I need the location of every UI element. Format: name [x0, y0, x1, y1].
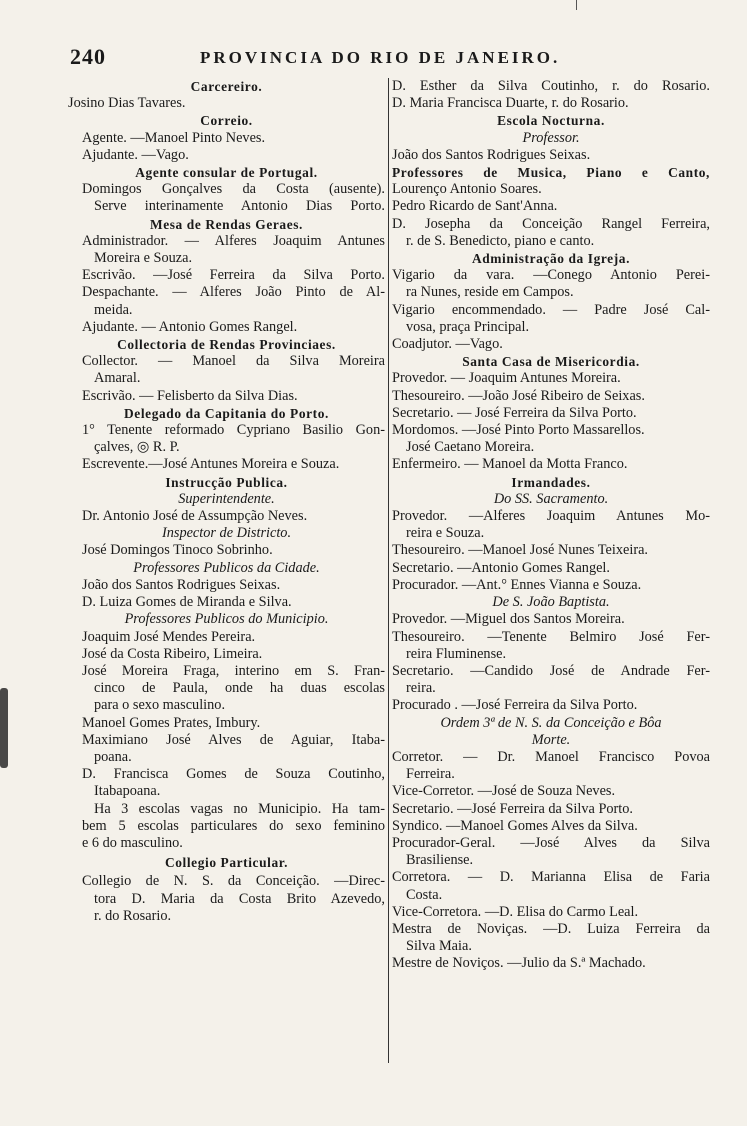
- section-heading: Collegio Particular.: [164, 855, 289, 871]
- text-line: José Caetano Moreira.: [406, 439, 535, 456]
- section-heading: Collectoria de Rendas Provinciaes.: [117, 337, 336, 353]
- text-line: ra Nunes, reside em Campos.: [406, 284, 574, 301]
- text-line: Brasiliense.: [406, 852, 474, 869]
- text-line: Ferreira.: [406, 766, 455, 783]
- text-line: Superintendente.: [178, 490, 275, 507]
- text-line: Professores Publicos do Municipio.: [124, 611, 329, 628]
- text-line: Manoel Gomes Prates, Imbury.: [82, 714, 261, 731]
- text-line: Dr. Antonio José de Assumpção Neves.: [82, 508, 308, 525]
- text-line: Ajudante. — Antonio Gomes Rangel.: [82, 318, 298, 335]
- text-line: Thesoureiro. —Tenente Belmiro José Fer-: [392, 628, 710, 645]
- text-line: Ajudante. —Vago.: [82, 146, 189, 163]
- text-line: e 6 do masculino.: [82, 834, 183, 851]
- text-line: Coadjutor. —Vago.: [392, 336, 503, 353]
- text-line: D. Esther da Silva Coutinho, r. do Rosario.: [392, 78, 710, 94]
- text-line: Provedor. —Miguel dos Santos Moreira.: [392, 611, 625, 628]
- text-line: Amaral.: [94, 370, 141, 387]
- text-line: Vice-Corretora. —D. Elisa do Carmo Leal.: [392, 903, 639, 920]
- text-line: Professor.: [522, 129, 580, 146]
- text-line: Lourenço Antonio Soares.: [392, 181, 542, 198]
- text-line: Corretora. — D. Marianna Elisa de Faria: [392, 869, 710, 886]
- text-line: Joaquim José Mendes Pereira.: [82, 628, 256, 645]
- text-line: Provedor. — Joaquim Antunes Moreira.: [392, 370, 621, 387]
- text-line: reira Fluminense.: [406, 645, 507, 662]
- section-heading: Agente consular de Portugal.: [135, 165, 318, 181]
- text-line: D. Josepha da Conceição Rangel Ferreira,: [392, 215, 710, 232]
- text-line: Thesoureiro. —João José Ribeiro de Seixas.: [392, 387, 645, 404]
- column-divider: [388, 78, 389, 1063]
- section-heading: Carcereiro.: [190, 79, 263, 94]
- text-line: José Moreira Fraga, interino em S. Fran-: [82, 662, 385, 679]
- text-line: Corretor. — Dr. Manoel Francisco Povoa: [392, 748, 710, 765]
- text-line: Despachante. — Alferes João Pinto de Al-: [82, 284, 385, 301]
- text-line: Secretario. —Candido José de Andrade Fer-: [392, 662, 710, 679]
- right-column: [392, 78, 710, 973]
- text-line: Collector. — Manoel da Silva Moreira: [82, 353, 385, 370]
- text-line: Procurado . —José Ferreira da Silva Porto.: [392, 697, 638, 714]
- text-line: Morte.: [531, 731, 571, 748]
- ink-tick-mark: [576, 0, 577, 10]
- text-line: Pedro Ricardo de Sant'Anna.: [392, 198, 558, 215]
- section-heading: Instrucção Publica.: [165, 474, 288, 490]
- text-line: para o sexo masculino.: [94, 697, 226, 714]
- text-line: Ordem 3ª de N. S. da Conceição e Bôa: [440, 714, 662, 731]
- binding-stain-mark: [0, 688, 8, 768]
- text-line: Syndico. —Manoel Gomes Alves da Silva.: [392, 817, 638, 834]
- text-line: Escrevente.—José Antunes Moreira e Souza.: [82, 456, 340, 473]
- text-line: Ha 3 escolas vagas no Municipio. Ha tam-: [94, 800, 385, 817]
- text-line: Mordomos. —José Pinto Porto Massarellos.: [392, 422, 645, 439]
- text-line: D. Maria Francisca Duarte, r. do Rosario.: [392, 95, 629, 112]
- text-line: vosa, praça Principal.: [406, 318, 530, 335]
- text-line: João dos Santos Rodrigues Seixas.: [392, 146, 591, 163]
- text-line: D. Francisca Gomes de Souza Coutinho,: [82, 766, 385, 783]
- text-line: Inspector de Districto.: [161, 525, 292, 542]
- text-line: Thesoureiro. —Manoel José Nunes Teixeira.: [392, 542, 649, 559]
- text-line: José Domingos Tinoco Sobrinho.: [82, 542, 273, 559]
- text-line: Secretario. —Antonio Gomes Rangel.: [392, 559, 610, 576]
- section-heading: Santa Casa de Misericordia.: [462, 354, 640, 370]
- text-line: çalves, ◎ R. P.: [94, 439, 180, 456]
- section-heading: Mesa de Rendas Geraes.: [149, 216, 304, 232]
- text-line: Enfermeiro. — Manoel da Motta Franco.: [392, 456, 628, 473]
- text-line: Serve interinamente Antonio Dias Porto.: [94, 198, 385, 215]
- text-line: r. do Rosario.: [94, 907, 172, 924]
- text-line: Collegio de N. S. da Conceição. —Direc-: [82, 873, 385, 890]
- text-line: Escrivão. — Felisberto da Silva Dias.: [82, 387, 298, 404]
- text-line: 1° Tenente reformado Cypriano Basilio Gon-: [82, 422, 385, 439]
- section-heading: Delegado da Capitania do Porto.: [124, 405, 329, 421]
- section-heading: Escola Nocturna.: [497, 113, 605, 129]
- text-line: Agente. —Manoel Pinto Neves.: [82, 129, 266, 146]
- text-line: bem 5 escolas particulares do sexo feminino: [82, 817, 385, 834]
- text-line: Professores Publicos da Cidade.: [133, 559, 320, 576]
- page-header: [70, 44, 710, 72]
- page-number: 240: [70, 44, 106, 69]
- left-column: [68, 78, 385, 925]
- text-line: reira.: [406, 680, 436, 697]
- text-line: cinco de Paula, onde ha duas escolas: [94, 680, 385, 697]
- text-line: Mestra de Noviças. —D. Luiza Ferreira da: [392, 920, 710, 937]
- text-line: Vice-Corretor. —José de Souza Neves.: [392, 783, 616, 800]
- text-line: poana.: [94, 748, 132, 765]
- text-line: reira e Souza.: [406, 525, 485, 542]
- text-line: De S. João Baptista.: [492, 594, 610, 611]
- text-line: José da Costa Ribeiro, Limeira.: [82, 645, 263, 662]
- text-line: Secretario. — José Ferreira da Silva Porto.: [392, 404, 637, 421]
- text-line: Domingos Gonçalves da Costa (ausente).: [82, 181, 385, 198]
- text-line: Administrador. — Alferes Joaquim Antunes: [82, 232, 385, 249]
- text-line: Silva Maia.: [406, 938, 472, 955]
- text-line: Procurador. —Ant.° Ennes Vianna e Souza.: [392, 576, 642, 593]
- text-line: meida.: [94, 301, 133, 318]
- text-line: tora D. Maria da Costa Brito Azevedo,: [94, 890, 385, 907]
- section-heading: Irmandades.: [511, 474, 591, 490]
- text-line: Vigario encommendado. — Padre José Cal-: [392, 301, 710, 318]
- section-heading: Professores de Musica, Piano e Canto,: [392, 165, 710, 181]
- text-line: Itabapoana.: [94, 783, 161, 800]
- text-line: João dos Santos Rodrigues Seixas.: [82, 576, 281, 593]
- page-title: PROVINCIA DO RIO DE JANEIRO.: [200, 48, 561, 67]
- section-heading: Administração da Igreja.: [471, 251, 631, 267]
- text-line: Maximiano José Alves de Aguiar, Itaba-: [82, 731, 385, 748]
- text-line: D. Luiza Gomes de Miranda e Silva.: [82, 594, 292, 611]
- text-line: Costa.: [406, 886, 443, 903]
- text-line: Procurador-Geral. —José Alves da Silva: [392, 834, 710, 851]
- text-line: Moreira e Souza.: [94, 250, 193, 267]
- text-line: Mestre de Noviços. —Julio da S.ª Machado.: [392, 955, 646, 972]
- text-line: Josino Dias Tavares.: [68, 95, 186, 112]
- text-line: Vigario da vara. —Conego Antonio Perei-: [392, 267, 710, 284]
- text-line: Provedor. —Alferes Joaquim Antunes Mo-: [392, 508, 710, 525]
- text-line: Do SS. Sacramento.: [493, 490, 609, 507]
- text-line: Secretario. —José Ferreira da Silva Porto.: [392, 800, 633, 817]
- text-line: Escrivão. —José Ferreira da Silva Porto.: [82, 267, 385, 284]
- text-line: r. de S. Benedicto, piano e canto.: [406, 232, 595, 249]
- section-heading: Correio.: [200, 113, 253, 129]
